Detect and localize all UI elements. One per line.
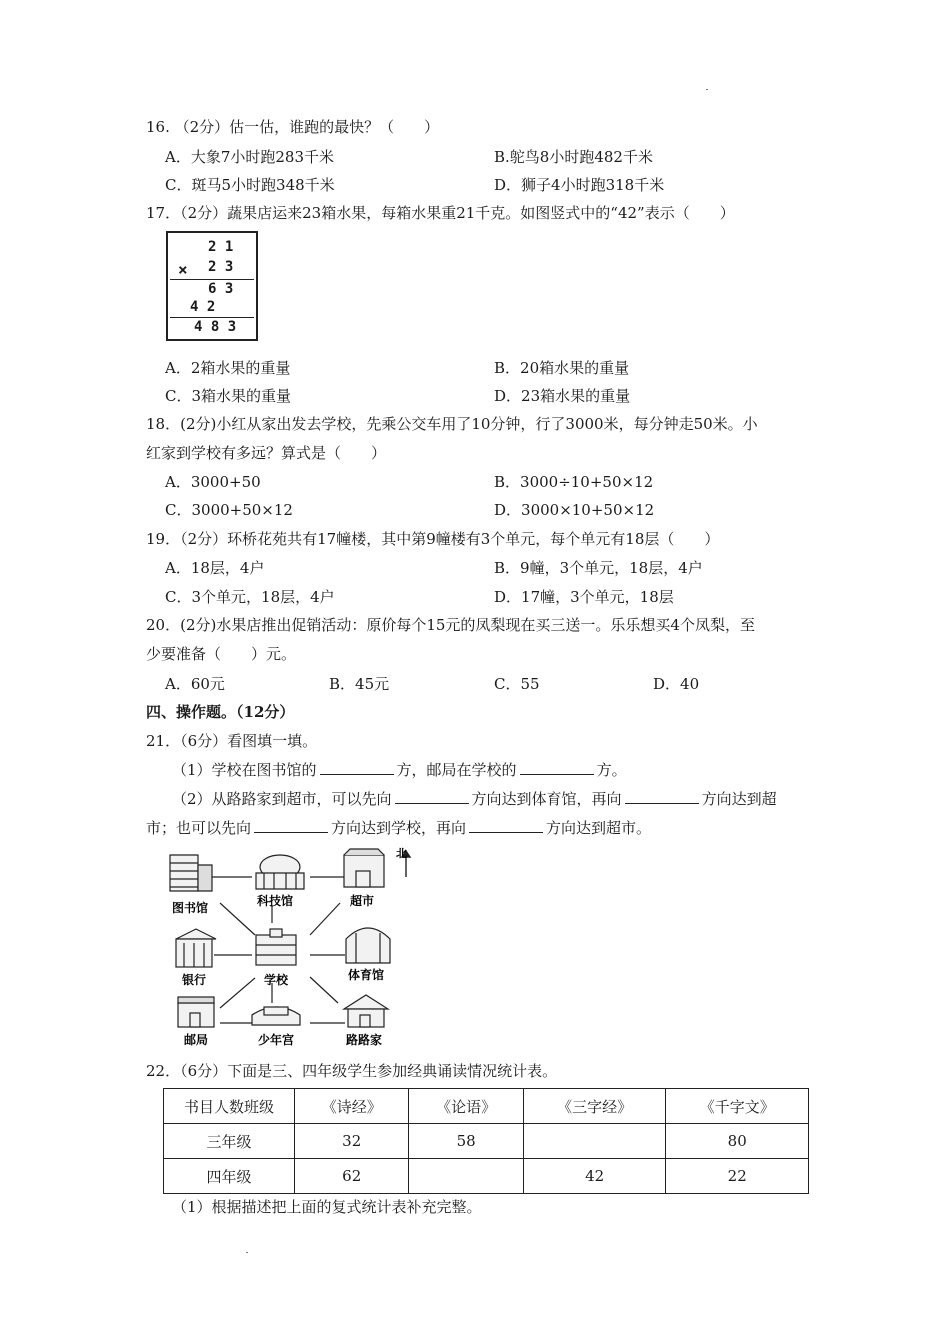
table-header-cell: 《诗经》 <box>295 1089 409 1124</box>
home-icon <box>344 995 388 1027</box>
table-cell: 58 <box>409 1124 523 1159</box>
gym-icon <box>346 928 390 963</box>
answer-blank[interactable] <box>469 818 543 833</box>
q21-p3-text: 方向达到学校，再向 <box>331 819 467 837</box>
location-map <box>160 843 430 1048</box>
table-row <box>164 1159 809 1194</box>
supermarket-icon <box>344 849 384 887</box>
q22-stem: 22．（6分）下面是三、四年级学生参加经典诵读情况统计表。 <box>146 1062 558 1080</box>
rule-line <box>170 279 254 280</box>
map-label-library: 图书馆 <box>172 901 209 915</box>
youth-palace-icon <box>252 1007 300 1025</box>
q17-option-c[interactable]: C．3箱水果的重量 <box>165 387 292 405</box>
q21-p1-text: （1）学校在图书馆的 <box>172 761 317 779</box>
q20-option-b[interactable]: B．45元 <box>329 675 390 693</box>
q16-option-b[interactable]: B.鸵鸟8小时跑482千米 <box>494 148 653 166</box>
q21-p3-text: 方向达到超市。 <box>546 819 652 837</box>
table-row-label: 三年级 <box>164 1124 295 1159</box>
scan-dot <box>706 89 708 90</box>
q19-option-b[interactable]: B．9幢，3个单元，18层，4户 <box>494 559 703 577</box>
q21-p3-text: 市；也可以先向 <box>146 819 252 837</box>
q21-stem: 21．（6分）看图填一填。 <box>146 732 318 750</box>
map-label-post: 邮局 <box>184 1033 209 1047</box>
mul-row-4: 4 2 <box>190 299 216 315</box>
map-path <box>220 978 255 1008</box>
q21-part2-cont <box>146 817 651 838</box>
q21-p2-text: （2）从路路家到超市，可以先向 <box>172 790 392 808</box>
map-label-science: 科技馆 <box>257 894 294 908</box>
mul-row-3: 6 3 <box>208 281 234 297</box>
table-cell-blank[interactable] <box>409 1159 523 1194</box>
q20-option-d[interactable]: D．40 <box>653 675 700 693</box>
answer-blank[interactable] <box>320 760 394 775</box>
q19-option-c[interactable]: C．3个单元，18层，4户 <box>165 588 335 606</box>
q20-stem-line2: 少要准备（ ）元。 <box>146 645 297 663</box>
scan-dot <box>246 1252 248 1253</box>
q17-stem: 17．（2分）蔬果店运来23箱水果，每箱水果重21千克。如图竖式中的“42”表示（ ） <box>146 204 735 222</box>
q18-stem-line2: 红家到学校有多远？算式是（ ） <box>146 444 387 462</box>
q17-option-b[interactable]: B．20箱水果的重量 <box>494 359 630 377</box>
mul-row-2: 2 3 <box>208 259 234 275</box>
q21-p1-text: 方，邮局在学校的 <box>396 761 517 779</box>
map-label-bank: 银行 <box>182 973 207 987</box>
post-office-icon <box>178 997 214 1027</box>
science-museum-icon <box>256 855 304 889</box>
q20-option-c[interactable]: C．55 <box>494 675 540 693</box>
q21-part1 <box>172 759 627 780</box>
table-cell: 32 <box>295 1124 409 1159</box>
map-label-school: 学校 <box>264 973 289 987</box>
q19-stem: 19．（2分）环桥花苑共有17幢楼，其中第9幢楼有3个单元，每个单元有18层（ ） <box>146 530 720 548</box>
bank-icon <box>176 929 216 967</box>
mul-row-1: 2 1 <box>208 239 234 255</box>
table-header-cell: 《论语》 <box>409 1089 523 1124</box>
q21-p1-text: 方。 <box>596 761 627 779</box>
answer-blank[interactable] <box>254 818 328 833</box>
q17-option-d[interactable]: D．23箱水果的重量 <box>494 387 631 405</box>
vertical-multiplication <box>166 231 258 341</box>
section-heading: 四、操作题。（12分） <box>146 703 295 721</box>
mul-result: 4 8 3 <box>194 319 237 335</box>
table-cell: 80 <box>666 1124 809 1159</box>
q18-option-b[interactable]: B．3000÷10+50×12 <box>494 473 654 491</box>
map-path <box>220 903 255 935</box>
answer-blank[interactable] <box>625 789 699 804</box>
table-header-cell: 《千字文》 <box>666 1089 809 1124</box>
answer-blank[interactable] <box>395 789 469 804</box>
q16-option-c[interactable]: C．斑马5小时跑348千米 <box>165 176 335 194</box>
answer-blank[interactable] <box>520 760 594 775</box>
q19-option-d[interactable]: D．17幢，3个单元，18层 <box>494 588 674 606</box>
q18-option-c[interactable]: C．3000+50×12 <box>165 501 293 519</box>
q18-stem-line1: 18．(2分)小红从家出发去学校，先乘公交车用了10分钟，行了3000米，每分钟走50米。小 <box>146 415 758 433</box>
q19-option-a[interactable]: A．18层，4户 <box>165 559 265 577</box>
q18-option-d[interactable]: D．3000×10+50×12 <box>494 501 655 519</box>
table-header-cell: 书目人数班级 <box>164 1089 295 1124</box>
q16-stem: 16. （2分）估一估，谁跑的最快？（ ） <box>146 118 440 136</box>
table-row <box>164 1124 809 1159</box>
table-header-cell: 《三字经》 <box>523 1089 666 1124</box>
q20-option-a[interactable]: A．60元 <box>165 675 225 693</box>
q20-stem-line1: 20．(2分)水果店推出促销活动：原价每个15元的凤梨现在买三送一。乐乐想买4个凤梨，至 <box>146 616 755 634</box>
table-cell: 22 <box>666 1159 809 1194</box>
q22-sub1: （1）根据描述把上面的复式统计表补充完整。 <box>172 1198 482 1216</box>
map-label-youth: 少年宫 <box>258 1033 295 1047</box>
table-cell: 62 <box>295 1159 409 1194</box>
reading-stats-table <box>163 1088 809 1194</box>
q21-part2 <box>172 788 777 809</box>
map-path <box>310 903 340 935</box>
q21-p2-text: 方向达到体育馆，再向 <box>471 790 622 808</box>
q21-p2-text: 方向达到超 <box>701 790 777 808</box>
school-icon <box>256 929 296 965</box>
times-sign: × <box>178 260 188 279</box>
map-label-market: 超市 <box>350 894 375 908</box>
map-label-home: 路路家 <box>346 1033 383 1047</box>
q18-option-a[interactable]: A．3000+50 <box>165 473 261 491</box>
north-label: 北 <box>396 847 407 860</box>
q16-option-a[interactable]: A．大象7小时跑283千米 <box>165 148 335 166</box>
q17-option-a[interactable]: A．2箱水果的重量 <box>165 359 291 377</box>
q16-option-d[interactable]: D．狮子4小时跑318千米 <box>494 176 665 194</box>
table-header-row <box>164 1089 809 1124</box>
table-cell: 42 <box>523 1159 666 1194</box>
map-path <box>310 977 338 1003</box>
library-icon <box>170 855 212 891</box>
rule-line <box>170 317 254 318</box>
table-cell-blank[interactable] <box>523 1124 666 1159</box>
table-row-label: 四年级 <box>164 1159 295 1194</box>
map-label-gym: 体育馆 <box>348 968 385 982</box>
